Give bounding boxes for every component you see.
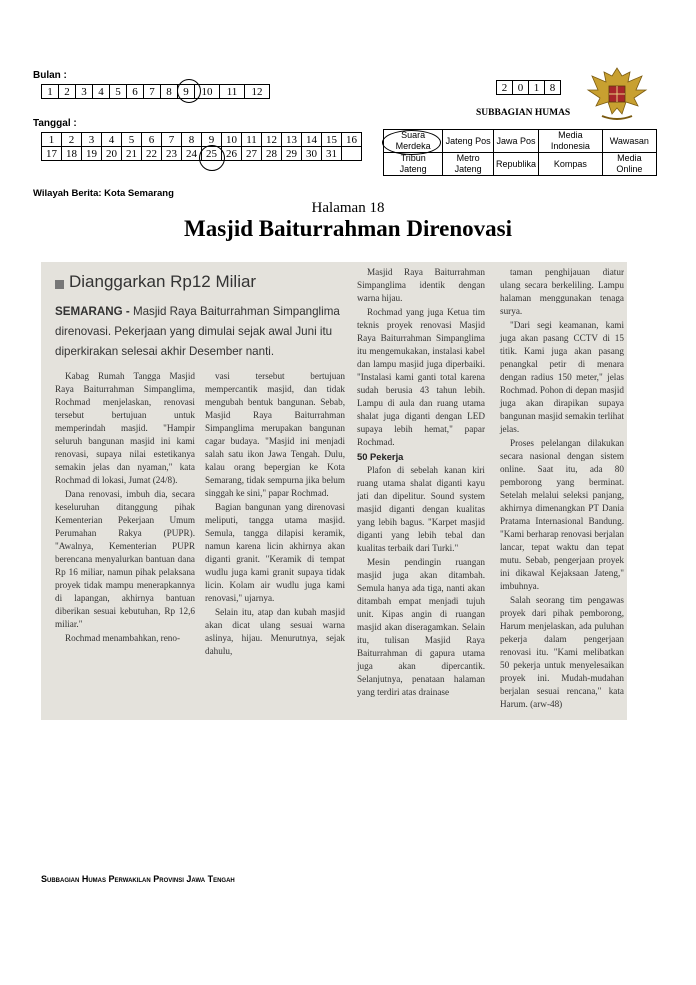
lead-paragraph: [55, 302, 345, 362]
day-cell: 25: [202, 147, 222, 161]
article-paragraph: Dana renovasi, imbuh dia, secara keseluruhan ditanggung pihak Kementerian Pekerjaan Umum Perumahan Rakya (PUPR). "Awalnya, Kementerian PUPR berencana menyalurkan bantuan dana Rp 16 miliar, namun pihak pelaksana proyek tidak mampu menerapkannya di lapangan, akhirnya bantuan diberikan sesuai kebutuhan, Rp 12,6 miliar.": [55, 489, 195, 629]
article-paragraph: "Dari segi keamanan, kami juga akan pasang CCTV di 15 titik. Kami juga akan pasang penangkal petir di menara dengan radius 150 meter," jelas Rochmad. Pohon di depan masjid juga akan dirapikan supaya bangunan masjid semakin terlihat jelas.: [500, 320, 624, 434]
month-cell: 11: [220, 85, 245, 99]
month-cell: 12: [245, 85, 270, 99]
day-cell: 12: [262, 133, 282, 147]
article-paragraph: Kabag Rumah Tangga Masjid Raya Baiturrahman Simpanglima, Rochmad menjelaskan, renovasi tersebut bertujuan untuk memperindah masjid. "Hampir seluruh bangunan masjid ini kami renovasi, supaya nilai estetikanya semakin jelas dan nyaman," kata Rochmad di lokasi, Jumat (24/8).: [55, 371, 195, 485]
subheading-50-pekerja: 50 Pekerja: [357, 451, 404, 462]
day-cell: 24: [182, 147, 202, 161]
month-cell: 1: [42, 85, 59, 99]
month-cell: 4: [93, 85, 110, 99]
month-grid: [41, 84, 270, 99]
article-paragraph: Bagian bangunan yang direnovasi meliputi, tangga utama masjid. Semula, tangga dilapisi keramik, namun karena licin akhirnya akan diganti granit. "Keramik di tempat wudlu juga kami granit supaya tidak licin. Kolam air wudlu juga kami renovasi," ujarnya.: [205, 502, 345, 603]
month-cell: 9: [178, 85, 195, 99]
lead-place: SEMARANG -: [55, 305, 130, 318]
day-cell: 21: [122, 147, 142, 161]
article-column-4: [500, 266, 624, 712]
day-cell: 8: [182, 133, 202, 147]
article-paragraph: Rochmad yang juga Ketua tim teknis proyek renovasi Masjid Raya Baiturrahman Simpanglima itu mengemukakan, instalasi kabel dan lampu masjid juga diperbaiki. "Instalasi kami ganti total karena sudah berusia 43 tahun lebih. Lampu di aula dan ruang utama shalat juga diganti dengan LED supaya lebih hemat," papar Rochmad.: [357, 307, 485, 447]
day-cell: 3: [82, 133, 102, 147]
article-column-1: [55, 370, 195, 646]
day-cell: 7: [162, 133, 182, 147]
day-cell: 5: [122, 133, 142, 147]
article-paragraph: Masjid Raya Baiturrahman Simpanglima identik dengan warna hijau.: [357, 267, 485, 303]
media-cell: Wawasan: [602, 130, 656, 153]
day-cell: 30: [302, 147, 322, 161]
day-cell: 14: [302, 133, 322, 147]
month-cell: 6: [127, 85, 144, 99]
month-cell: 8: [161, 85, 178, 99]
article-paragraph: Mesin pendingin ruangan masjid juga akan ditambah. Semula hanya ada tiga, nanti akan ditambah empat menjadi tujuh unit. Kipas angin di ruangan masjid akan diseragamkan. Selain itu, tulisan Masjid Raya Baiturrahman di gapura utama juga akan dipercantik. Selanjutnya, penataan halaman yang terdiri atas drainase: [357, 557, 485, 697]
day-cell: 27: [242, 147, 262, 161]
page-number: Halaman 18: [311, 200, 385, 216]
month-cell: 2: [59, 85, 76, 99]
year-digit-cell: 1: [529, 81, 545, 95]
article-column-3: [357, 266, 485, 700]
article-paragraph: vasi tersebut bertujuan mempercantik masjid, dan tidak mengubah bentuk bangunan. Sebab, Masjid Raya Baiturrahman Simpanglima merupakan bangunan cagar budaya. "Masjid ini menjadi salah satu ikon Jawa Tengah. Dulu, kalau orang bepergian ke Kota Semarang, tidak sempurna jika belum singgah ke sini," papar Rochmad.: [205, 371, 345, 498]
wilayah-berita: Wilayah Berita: Kota Semarang: [33, 188, 174, 199]
heading-square-icon: [55, 280, 64, 289]
article-title: Masjid Baiturrahman Direnovasi: [184, 216, 512, 241]
subbagian-humas-label: SUBBAGIAN HUMAS: [476, 108, 571, 118]
year-digit-cell: 8: [545, 81, 561, 95]
media-cell: Tribun Jateng: [384, 153, 443, 176]
article-paragraph: Plafon di sebelah kanan kiri ruang utama shalat diganti kayu jati dan dipelitur. Sound system masjid diganti dengan kualitas yang lebih bagus. "Karpet masjid diganti yang lebih tebal dan kualitas terbaik dari Turki.": [357, 465, 485, 553]
article-column-2: [205, 370, 345, 659]
day-cell: [342, 147, 362, 161]
month-cell: 5: [110, 85, 127, 99]
day-cell: 28: [262, 147, 282, 161]
day-cell: 4: [102, 133, 122, 147]
article-paragraph: Proses pelelangan dilakukan secara nasional dengan sistem online. Saat itu, ada 80 pemborong yang berminat. Setelah melalui seleksi panjang, akhirnya dimenangkan PT Dania Pratama Internasional Bandung. "Kami berharap renovasi berjalan lancar, tepat waktu dan tepat mutu. Sebab, pengerjaan proyek ini dikawal Kejaksaan Jateng," imbuhnya.: [500, 438, 624, 591]
day-cell: 6: [142, 133, 162, 147]
media-cell: Republika: [493, 153, 538, 176]
day-cell: 26: [222, 147, 242, 161]
article-paragraph: Rochmad menambahkan, reno-: [65, 633, 181, 643]
footer-text: Subbagian Humas Perwakilan Provinsi Jawa Tengah: [41, 874, 235, 884]
day-cell: 31: [322, 147, 342, 161]
article-paragraph: Salah seorang tim pengawas proyek dari pihak pemborong, Harum menjelaskan, ada puluhan pekerja dalam pengerjaan renovasi itu. "Kami melibatkan 50 pekerja untuk menyelesaikan proyek ini. Mudah-mudahan berjalan sesuai rencana," kata Harum. (arw-48): [500, 595, 624, 709]
day-cell: 23: [162, 147, 182, 161]
garuda-emblem-icon: [582, 64, 652, 124]
media-cell: Metro Jateng: [443, 153, 494, 176]
day-cell: 18: [62, 147, 82, 161]
day-cell: 11: [242, 133, 262, 147]
day-cell: 15: [322, 133, 342, 147]
month-selection-circle: [177, 79, 201, 103]
lead-text: Masjid Raya Baiturrahman Simpanglima direnovasi. Pekerjaan yang dimulai sejak awal Juni itu diperkirakan selesai akhir Desember nanti.: [55, 305, 340, 358]
bulan-label: Bulan :: [33, 70, 67, 81]
media-cell: Kompas: [538, 153, 602, 176]
month-cell: 3: [76, 85, 93, 99]
tanggal-label: Tanggal :: [33, 118, 77, 129]
year-box: [496, 80, 561, 95]
day-cell: 9: [202, 133, 222, 147]
day-selection-circle: [199, 145, 225, 171]
day-cell: 16: [342, 133, 362, 147]
day-cell: 19: [82, 147, 102, 161]
year-digit-cell: 0: [513, 81, 529, 95]
day-cell: 22: [142, 147, 162, 161]
day-cell: 13: [282, 133, 302, 147]
media-cell: Media Indonesia: [538, 130, 602, 153]
day-cell: 1: [42, 133, 62, 147]
month-cell: 10: [195, 85, 220, 99]
media-selection-circle: [382, 130, 441, 155]
day-cell: 2: [62, 133, 82, 147]
day-cell: 10: [222, 133, 242, 147]
day-cell: 20: [102, 147, 122, 161]
article-paragraph: taman penghijauan diatur ulang secara berkeliling. Lampu halaman menggunakan tenaga surya.: [500, 267, 624, 316]
article-paragraph: Selain itu, atap dan kubah masjid akan dicat ulang sesuai warna aslinya, hijau. Menurutnya, sejak dahulu,: [205, 607, 345, 656]
month-cell: 7: [144, 85, 161, 99]
media-cell: Jateng Pos: [443, 130, 494, 153]
year-digit-cell: 2: [497, 81, 513, 95]
media-cell: Media Online: [602, 153, 656, 176]
news-clipping: [41, 262, 627, 720]
clip-heading: Dianggarkan Rp12 Miliar: [69, 272, 257, 291]
day-cell: 17: [42, 147, 62, 161]
media-cell: Suara Merdeka: [384, 130, 443, 153]
day-cell: 29: [282, 147, 302, 161]
media-cell: Jawa Pos: [493, 130, 538, 153]
